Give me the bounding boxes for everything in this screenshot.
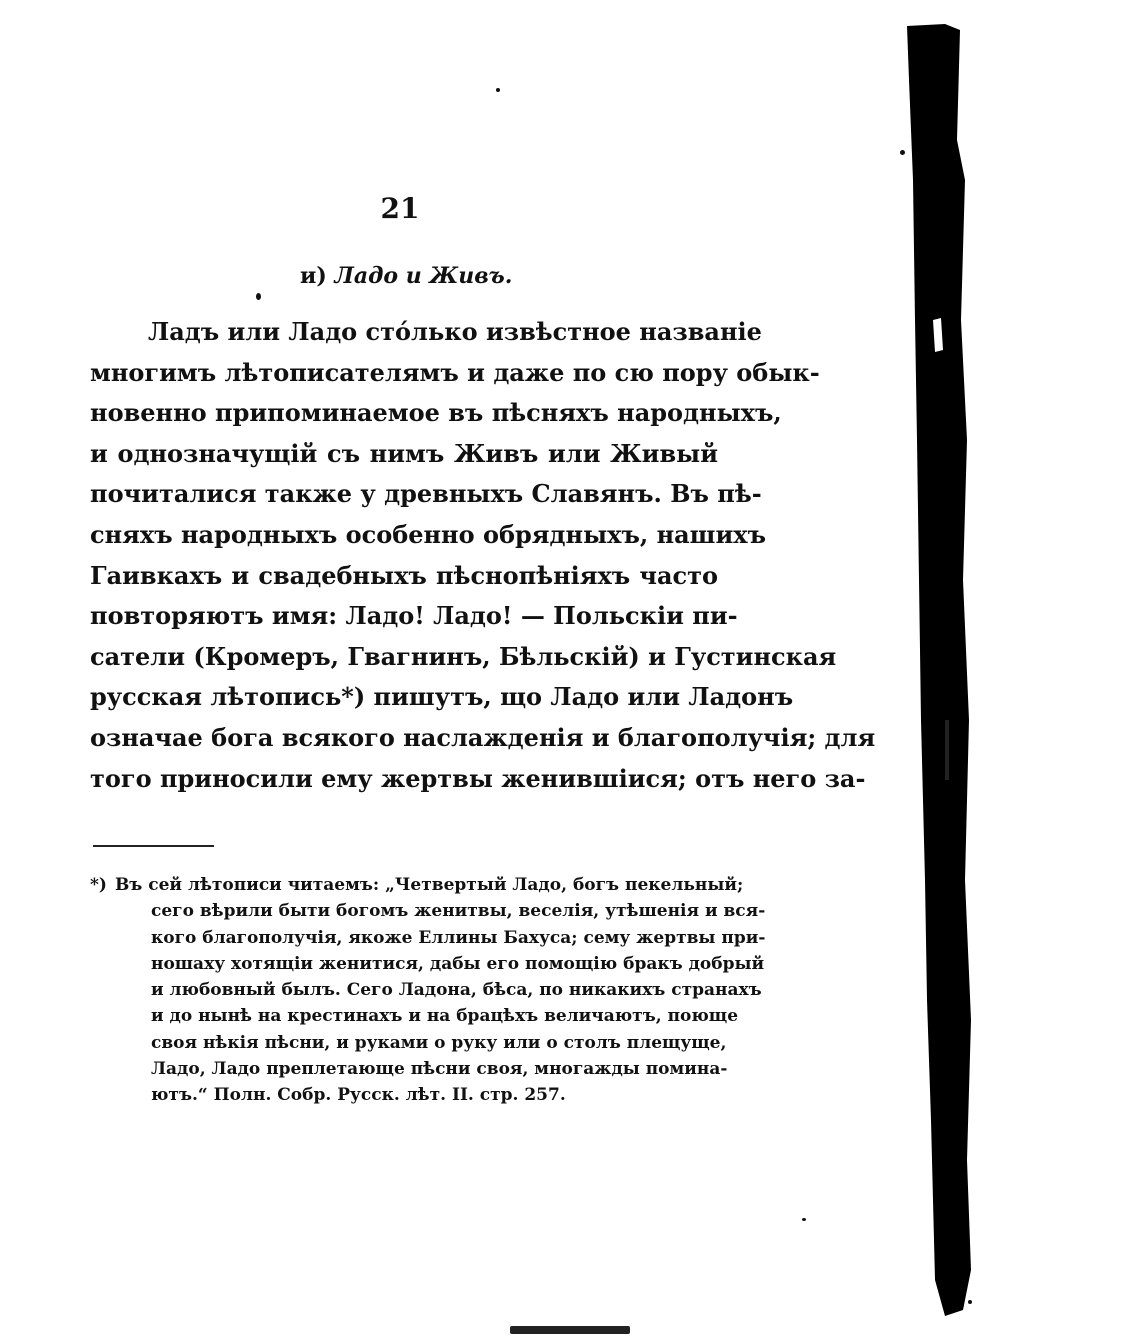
footnote-line: сего вѣрили быти богомъ женитвы, веселія, утѣшенія и вся-	[151, 901, 766, 922]
footnote-line	[90, 872, 744, 898]
section-marker: и)	[300, 263, 327, 289]
section-title: Ладо и Живъ.	[334, 263, 513, 289]
footnote-line: Ладо, Ладо преплетающе пѣсни своя, многажды поминa-	[151, 1059, 728, 1080]
footnote-rule	[93, 845, 214, 847]
body-line: и однозначущій съ нимъ Живъ или Живый	[90, 438, 718, 468]
scan-speck	[968, 1300, 972, 1304]
body-line: Ладъ или Ладо стóлько извѣстное названіе	[148, 317, 762, 346]
body-line: означае бога всякого наслажденія и благополучія; для	[90, 722, 876, 752]
footnote-line: своя нѣкія пѣсни, и руками о руку или о столъ плещуще,	[151, 1032, 727, 1053]
body-line: русская лѣтопись*) пишутъ, що Ладо или Ладонъ	[90, 682, 794, 712]
scan-speck	[900, 150, 905, 155]
body-line: повторяютъ имя: Ладо! Ладо! — Польскіи пи-	[90, 601, 738, 631]
body-line: почиталися также у древныхъ Славянъ. Въ пѣ-	[90, 479, 762, 509]
footnote-line: и любовный былъ. Сего Ладона, бѣса, по никакихъ странахъ	[151, 980, 762, 1001]
scan-speck	[802, 1218, 806, 1221]
body-line: многимъ лѣтописателямъ и даже по сю пору обык-	[90, 357, 820, 387]
scan-speck	[256, 293, 261, 300]
body-line: новенно припоминаемое въ пѣсняхъ народныхъ,	[90, 398, 782, 428]
body-line: того приносили ему жертвы женившіися; отъ него за-	[90, 763, 866, 793]
footnote-line-text: Въ сей лѣтописи читаемъ: „Четвертый Ладо, богъ пекельный;	[114, 875, 744, 895]
footnote-line: кого благополучія, якоже Еллины Бахуса; сему жертвы при-	[151, 927, 766, 948]
scan-smudge	[510, 1326, 630, 1334]
body-text	[90, 312, 876, 799]
scan-edge-shadow	[905, 20, 975, 1320]
footnote-line: ютъ.“ Полн. Собр. Русск. лѣт. II. стр. 257.	[151, 1085, 566, 1106]
body-line: сняхъ народныхъ особенно обрядныхъ, нашихъ	[90, 519, 766, 549]
footnote	[90, 872, 766, 1109]
page-number: 21	[380, 192, 420, 225]
footnote-line: ношаху хотящіи женитися, дабы его помощію бракъ добрый	[151, 953, 765, 974]
section-heading	[300, 263, 560, 289]
body-line: Гаивкахъ и свадебныхъ пѣснопѣніяхъ часто	[90, 560, 718, 590]
scan-speck	[496, 88, 500, 92]
footnote-line: и до нынѣ на крестинахъ и на брацѣхъ величаютъ, поюще	[151, 1006, 739, 1027]
footnote-marker: *)	[90, 875, 107, 895]
body-line: сатели (Кромеръ, Гвагнинъ, Бѣльскій) и Густинская	[90, 641, 837, 671]
